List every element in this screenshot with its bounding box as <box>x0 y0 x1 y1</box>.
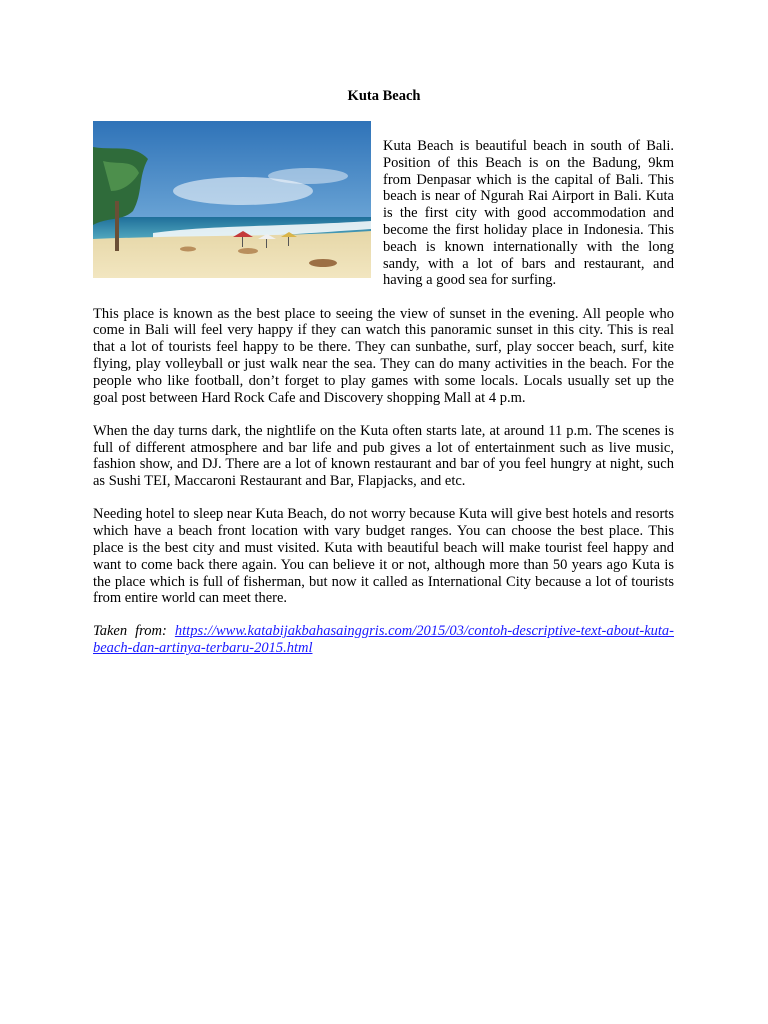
page-title: Kuta Beach <box>347 88 421 104</box>
paragraph-nightlife: When the day turns dark, the nightlife on the Kuta often starts late, at around 11 p.m. The scenes is full of different atmosphere and bar life and pub gives a lot of entertainment such as live music, fashion show, and DJ. There are a lot of known restaurant and bar of you feel hungry at night, such as Sushi TEI, Maccaroni Restaurant and Bar, Flapjacks, and etc. <box>93 422 674 490</box>
document-body <box>93 138 674 673</box>
paragraph-intro: Kuta Beach is beautiful beach in south of Bali. Position of this Beach is on the Badung, 9km from Denpasar which is the capital of Bali. This beach is near of Ngurah Rai Airport in Bali. Kuta is the first city with good accommodation and become the first holiday place in Indonesia. This beach is known internationally with the long sandy, with a lot of bars and restaurant, and having a good sea for surfing. <box>383 138 674 289</box>
source-label: Taken from: <box>93 623 167 640</box>
source-citation <box>93 623 674 657</box>
beach-photo <box>93 121 371 278</box>
paragraph-sunset: This place is known as the best place to seeing the view of sunset in the evening. All people who come in Bali will feel very happy if they can watch this panoramic sunset in this city. This is real that a lot of tourists feel happy to be there. They can sunbathe, surf, play soccer beach, surf, kite flying, play volleyball or just walk near the sea. They can do many activities in the beach. For the people who like football, don’t forget to play games with some locals. Locals usually set up the goal post between Hard Rock Cafe and Discovery shopping Mall at 4 p.m. <box>93 305 674 406</box>
paragraph-hotels: Needing hotel to sleep near Kuta Beach, do not worry because Kuta will give best hotels and resorts which have a beach front location with vary budget ranges. You can choose the best place. This place is the best city and must visited. Kuta with beautiful beach will make tourist feel happy and want to come back there again. You can believe it or not, although more than 50 years ago Kuta is the place which is full of fisherman, but now it called as International City because a lot of tourists from entire world can meet there. <box>93 506 674 607</box>
source-link[interactable]: https://www.katabijakbahasainggris.com/2015/03/contoh-descriptive-text-about-kuta-beach-dan-artinya-terbaru-2015.html <box>93 623 674 657</box>
